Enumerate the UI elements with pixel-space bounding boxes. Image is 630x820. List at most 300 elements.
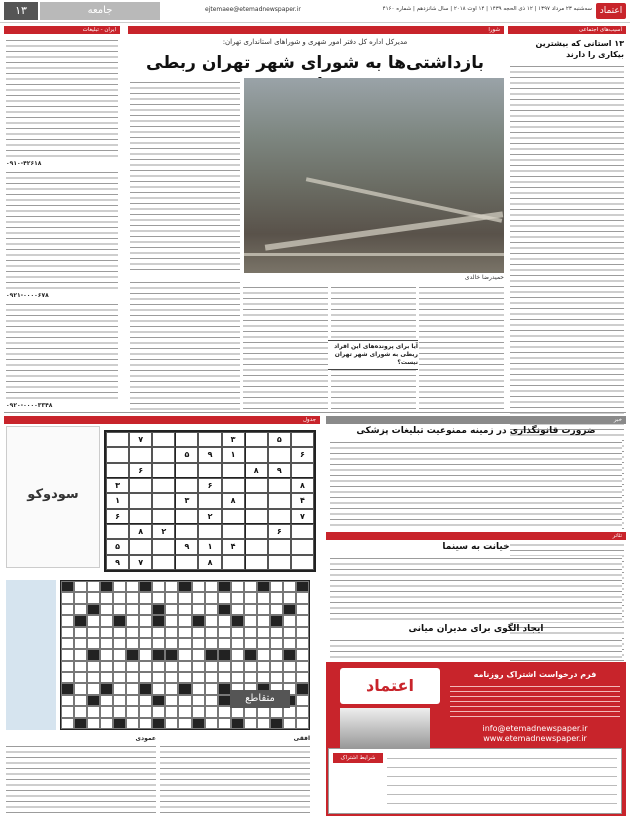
subscription-form: [328, 748, 622, 814]
crossword-cell: [218, 661, 231, 672]
crossword-cell: [231, 615, 244, 626]
crossword-cell: [178, 649, 191, 660]
sudoku-cell: [245, 493, 268, 508]
sudoku-cell: ۶: [291, 447, 314, 462]
crossword-cell: [100, 638, 113, 649]
across-clues-title: افقی: [293, 735, 310, 742]
crossword-cell: [244, 718, 257, 729]
crossword-cell: [244, 592, 257, 603]
crossword-cell: [152, 592, 165, 603]
crossword-cell: [270, 649, 283, 660]
crossword-cell: [100, 683, 113, 694]
sudoku-cell: ۳: [106, 478, 129, 493]
left-column-text-1: [6, 38, 118, 158]
sudoku-cell: ۹: [268, 463, 291, 478]
sudoku-cell: [291, 524, 314, 539]
crossword-cell: [126, 604, 139, 615]
crossword-cell: [296, 604, 309, 615]
crossword-cell: [87, 638, 100, 649]
crossword-cell: [296, 695, 309, 706]
phone-number-2: ۰۹۲۱-۰۰۰۰۶۷۸: [6, 292, 49, 299]
crossword-cell: [192, 672, 205, 683]
crossword-cell: [205, 661, 218, 672]
crossword-cell: [296, 649, 309, 660]
crossword-cell: [205, 604, 218, 615]
sudoku-cell: [245, 555, 268, 570]
right-column-headline: ۱۳ استانی که بیشترین بیکاری را دارند: [535, 39, 624, 59]
crossword-cell: [100, 615, 113, 626]
sudoku-cell: ۳: [175, 493, 198, 508]
crossword-cell: [61, 638, 74, 649]
ad-logo: اعتماد: [340, 668, 440, 704]
crossword-cell: [152, 683, 165, 694]
crossword-cell: [165, 604, 178, 615]
crossword-cell: [87, 695, 100, 706]
sudoku-cell: [198, 524, 221, 539]
crossword-cell: [178, 661, 191, 672]
crossword-cell: [61, 683, 74, 694]
crossword-cell: [113, 627, 126, 638]
sudoku-cell: ۹: [175, 539, 198, 554]
crossword-cell: [113, 672, 126, 683]
crossword-cell: [283, 672, 296, 683]
ad-headline: فرم درخواست اشتراک روزنامه: [473, 670, 597, 679]
sudoku-cell: [152, 447, 175, 462]
crossword-cell: [126, 683, 139, 694]
crossword-cell: [231, 604, 244, 615]
sudoku-cell: [245, 432, 268, 447]
crossword-cell: [218, 683, 231, 694]
crossword-cell: [192, 649, 205, 660]
sudoku-cell: [175, 432, 198, 447]
left-column-text-3: [6, 302, 118, 402]
sudoku-cell: [222, 555, 245, 570]
crossword-cell: [74, 604, 87, 615]
crossword-cell: [192, 581, 205, 592]
sudoku-cell: [268, 447, 291, 462]
crossword-cell: [244, 627, 257, 638]
crossword-cell: [61, 592, 74, 603]
sudoku-cell: [291, 539, 314, 554]
crossword-cell: [192, 627, 205, 638]
sudoku-cell: ۹: [198, 447, 221, 462]
sudoku-cell: ۲: [152, 524, 175, 539]
crossword-cell: [74, 581, 87, 592]
sudoku-cell: ۸: [129, 524, 152, 539]
ad-description: [450, 684, 620, 720]
crossword-cell: [165, 672, 178, 683]
crossword-cell: [205, 706, 218, 717]
sudoku-title-box: [6, 426, 100, 568]
crossword-cell: [61, 718, 74, 729]
crossword-cell: [61, 695, 74, 706]
crossword-cell: [139, 615, 152, 626]
crossword-cell: [113, 649, 126, 660]
crossword-cell: [270, 627, 283, 638]
sudoku-cell: [129, 509, 152, 524]
crossword-cell: [139, 592, 152, 603]
crossword-cell: [270, 615, 283, 626]
crossword-cell: [283, 661, 296, 672]
down-clues-title: عمودی: [135, 735, 156, 742]
crossword-cell: [126, 672, 139, 683]
crossword-cell: [205, 581, 218, 592]
ad-website[interactable]: www.etemadnewspaper.ir: [483, 734, 587, 743]
crossword-cell: [87, 706, 100, 717]
crossword-cell: [126, 581, 139, 592]
crossword-cell: [113, 718, 126, 729]
crossword-cell: [87, 672, 100, 683]
crossword-cell: [231, 638, 244, 649]
crossword-cell: [74, 718, 87, 729]
right-column-tag: آسیب‌های اجتماعی: [508, 26, 626, 34]
news-headline-1: ضرورت قانونگذاری در زمینه ممنوعیت تبلیغات پزشکی: [356, 426, 596, 436]
crossword-cell: [218, 615, 231, 626]
sudoku-cell: [129, 539, 152, 554]
crossword-cell: [61, 615, 74, 626]
sudoku-cell: [152, 555, 175, 570]
left-column-tag: ایران - تبلیغات: [4, 26, 120, 34]
crossword-cell: [296, 718, 309, 729]
main-story-column-5: [130, 280, 240, 410]
crossword-cell: [270, 581, 283, 592]
crossword-cell: [178, 683, 191, 694]
sudoku-cell: [175, 524, 198, 539]
down-clues: [6, 744, 156, 814]
sudoku-cell: [129, 493, 152, 508]
crossword-cell: [178, 627, 191, 638]
crossword-cell: [192, 718, 205, 729]
crossword-cell: [74, 695, 87, 706]
page-number: ۱۳: [4, 2, 38, 20]
crossword-cell: [139, 627, 152, 638]
crossword-cell: [87, 661, 100, 672]
main-story-headline: بازداشتی‌ها به شورای شهر تهران ربطی: [146, 53, 484, 73]
crossword-cell: [296, 683, 309, 694]
crossword-cell: [126, 661, 139, 672]
sudoku-cell: [268, 478, 291, 493]
crossword-cell: [126, 718, 139, 729]
crossword-cell: [100, 627, 113, 638]
crossword-cell: [152, 649, 165, 660]
sudoku-cell: [152, 539, 175, 554]
crossword-cell: [152, 695, 165, 706]
crossword-cell: [100, 695, 113, 706]
crossword-cell: [205, 718, 218, 729]
crossword-cell: [139, 718, 152, 729]
crossword-cell: [152, 661, 165, 672]
sudoku-cell: ۱: [222, 447, 245, 462]
crossword-cell: [152, 604, 165, 615]
crossword-cell: [61, 581, 74, 592]
crossword-cell: [244, 604, 257, 615]
main-story-column-1: [130, 80, 240, 273]
crossword-cell: [283, 638, 296, 649]
sudoku-cell: [152, 432, 175, 447]
crossword-cell: [100, 672, 113, 683]
crossword-cell: [178, 718, 191, 729]
crossword-cell: [218, 604, 231, 615]
crossword-cell: [61, 672, 74, 683]
crossword-cell: [139, 581, 152, 592]
crossword-cell: [283, 627, 296, 638]
sudoku-cell: [245, 524, 268, 539]
sudoku-cell: [291, 432, 314, 447]
crossword-cell: [100, 718, 113, 729]
crossword-cell: [205, 638, 218, 649]
sudoku-cell: ۴: [291, 493, 314, 508]
sudoku-cell: ۶: [268, 524, 291, 539]
crossword-cell: [126, 627, 139, 638]
crossword-cell: [139, 638, 152, 649]
newspaper-logo: اعتماد: [596, 3, 626, 19]
crossword-cell: [296, 672, 309, 683]
crossword-cell: [218, 627, 231, 638]
crossword-cell: [178, 615, 191, 626]
sudoku-cell: [175, 478, 198, 493]
crossword-cell: [74, 627, 87, 638]
crossword-cell: [218, 672, 231, 683]
crossword-cell: [205, 683, 218, 694]
sudoku-cell: [268, 493, 291, 508]
crossword-cell: [100, 706, 113, 717]
sudoku-cell: [245, 447, 268, 462]
crossword-cell: [165, 695, 178, 706]
crossword-cell: [74, 638, 87, 649]
crossword-cell: [100, 604, 113, 615]
sudoku-cell: [129, 447, 152, 462]
crossword-cell: [139, 604, 152, 615]
sudoku-cell: ۲: [198, 509, 221, 524]
sudoku-cell: ۸: [291, 478, 314, 493]
crossword-cell: [218, 695, 231, 706]
news-tag: خبر: [326, 416, 626, 424]
crossword-cell: [74, 649, 87, 660]
form-fields[interactable]: [387, 753, 617, 809]
crossword-cell: [244, 649, 257, 660]
sudoku-cell: [129, 478, 152, 493]
crossword-cell: [126, 615, 139, 626]
crossword-cell: [257, 615, 270, 626]
crossword-cell: [178, 706, 191, 717]
crossword-cell: [139, 683, 152, 694]
crossword-cell: [61, 661, 74, 672]
sudoku-cell: ۵: [175, 447, 198, 462]
sudoku-cell: [175, 555, 198, 570]
crossword-cell: [113, 638, 126, 649]
divider: [4, 412, 626, 413]
crossword-cell: [270, 718, 283, 729]
crossword-title: متقاطع: [230, 690, 290, 708]
crossword-cell: [244, 615, 257, 626]
crossword-cell: [218, 706, 231, 717]
crossword-cell: [296, 661, 309, 672]
crossword-cell: [205, 592, 218, 603]
sudoku-title: سودوکو: [27, 487, 79, 502]
crossword-cell: [178, 672, 191, 683]
sudoku-cell: [245, 478, 268, 493]
crossword-cell: [270, 604, 283, 615]
sudoku-cell: [222, 524, 245, 539]
sudoku-cell: [106, 524, 129, 539]
crossword-cell: [218, 592, 231, 603]
puzzle-tag: جدول: [4, 416, 320, 424]
sudoku-cell: ۶: [106, 509, 129, 524]
dateline: سه‌شنبه ۲۳ مرداد ۱۳۹۷ | ۱۲ ذی الحجه ۱۴۳۹ | ۱۴ اوت ۲۰۱۸ | سال شانزدهم | شماره ۴۱۶۰: [382, 6, 592, 12]
crossword-cell: [126, 695, 139, 706]
crossword-cell: [192, 592, 205, 603]
crossword-cell: [139, 672, 152, 683]
section-email: ejtemaee@etemadnewspaper.ir: [205, 6, 301, 13]
crossword-cell: [244, 581, 257, 592]
crossword-numbers: [6, 580, 56, 730]
crossword-cell: [61, 706, 74, 717]
sudoku-cell: [222, 463, 245, 478]
sudoku-cell: [198, 432, 221, 447]
crossword-cell: [87, 615, 100, 626]
crossword-cell: [113, 683, 126, 694]
crossword-cell: [139, 649, 152, 660]
crossword-cell: [231, 581, 244, 592]
crossword-cell: [192, 615, 205, 626]
crossword-cell: [257, 627, 270, 638]
crossword-cell: [165, 638, 178, 649]
sudoku-cell: [245, 509, 268, 524]
sudoku-cell: ۸: [198, 555, 221, 570]
crossword-cell: [296, 638, 309, 649]
crossword-cell: [270, 638, 283, 649]
crossword-cell: [192, 661, 205, 672]
crossword-cell: [257, 672, 270, 683]
crossword-cell: [165, 615, 178, 626]
sudoku-cell: [245, 539, 268, 554]
sudoku-cell: [268, 555, 291, 570]
crossword-cell: [205, 672, 218, 683]
crossword-cell: [87, 683, 100, 694]
crossword-cell: [100, 581, 113, 592]
crossword-cell: [165, 683, 178, 694]
crossword-cell: [257, 581, 270, 592]
crossword-cell: [61, 649, 74, 660]
ad-newspaper-image: [340, 708, 430, 748]
crossword-cell: [113, 661, 126, 672]
crossword-cell: [244, 661, 257, 672]
crossword-cell: [218, 581, 231, 592]
crossword-cell: [139, 706, 152, 717]
crossword-cell: [74, 706, 87, 717]
sudoku-cell: ۴: [222, 539, 245, 554]
crossword-cell: [152, 718, 165, 729]
crossword-cell: [231, 672, 244, 683]
crossword-cell: [165, 649, 178, 660]
crossword-cell: [152, 581, 165, 592]
crossword-cell: [296, 706, 309, 717]
crossword-cell: [231, 627, 244, 638]
crossword-cell: [296, 592, 309, 603]
crossword-cell: [100, 592, 113, 603]
sudoku-cell: ۳: [222, 432, 245, 447]
crossword-cell: [192, 706, 205, 717]
crossword-cell: [113, 706, 126, 717]
sudoku-cell: ۶: [129, 463, 152, 478]
crossword-cell: [205, 627, 218, 638]
news-headline-3: ایجاد الگوی برای مدیران میانی: [408, 624, 544, 634]
crossword-cell: [283, 649, 296, 660]
phone-number-3: ۰۹۲۰-۰۰۰۰۳۳۴۸: [6, 402, 53, 409]
crossword-cell: [270, 672, 283, 683]
crossword-cell: [296, 627, 309, 638]
crossword-cell: [257, 649, 270, 660]
sudoku-cell: ۷: [129, 432, 152, 447]
sudoku-cell: ۸: [222, 493, 245, 508]
crossword-cell: [283, 604, 296, 615]
crossword-cell: [270, 661, 283, 672]
crossword-cell: [74, 592, 87, 603]
crossword-cell: [192, 695, 205, 706]
main-story-photo: [244, 78, 504, 273]
crossword-cell: [113, 581, 126, 592]
crossword-cell: [152, 638, 165, 649]
crossword-cell: [152, 706, 165, 717]
crossword-cell: [126, 592, 139, 603]
crossword-cell: [296, 581, 309, 592]
crossword-cell: [165, 627, 178, 638]
crossword-cell: [257, 718, 270, 729]
crossword-cell: [87, 581, 100, 592]
crossword-cell: [192, 683, 205, 694]
sudoku-cell: [152, 493, 175, 508]
crossword-cell: [283, 718, 296, 729]
main-story-kicker: مدیرکل اداره کل دفتر امور شهری و شوراهای استانداری تهران:: [222, 38, 408, 46]
crossword-cell: [257, 661, 270, 672]
news-tag-2: تئاتر: [326, 532, 626, 540]
phone-number-1: ۰۹۱۰-۴۲۶۱۸: [6, 160, 42, 167]
crossword-cell: [113, 604, 126, 615]
sudoku-cell: [152, 463, 175, 478]
crossword-cell: [231, 661, 244, 672]
across-clues: [160, 744, 310, 814]
crossword-cell: [178, 592, 191, 603]
crossword-cell: [165, 718, 178, 729]
photo-byline: حمیدرضا خالدی: [464, 274, 504, 281]
subscribe-label: شرایط اشتراک: [333, 753, 383, 763]
sudoku-cell: [222, 509, 245, 524]
crossword-cell: [165, 706, 178, 717]
crossword-cell: [192, 638, 205, 649]
crossword-cell: [139, 661, 152, 672]
news-text-1: [330, 440, 622, 530]
main-story-column-4: [243, 285, 328, 410]
sudoku-cell: ۷: [129, 555, 152, 570]
sudoku-cell: ۶: [198, 478, 221, 493]
crossword-cell: [283, 581, 296, 592]
crossword-cell: [165, 581, 178, 592]
crossword-cell: [178, 638, 191, 649]
crossword-cell: [218, 649, 231, 660]
news-text-3: [330, 638, 622, 660]
sudoku-cell: ۵: [268, 432, 291, 447]
crossword-cell: [113, 592, 126, 603]
crossword-cell: [87, 604, 100, 615]
crossword-cell: [152, 627, 165, 638]
crossword-cell: [87, 718, 100, 729]
sudoku-cell: [175, 509, 198, 524]
crossword-cell: [113, 615, 126, 626]
crossword-cell: [257, 592, 270, 603]
main-story-column-2: [419, 285, 504, 410]
ad-email[interactable]: info@etemadnewspaper.ir: [482, 724, 588, 733]
crossword-cell: [74, 661, 87, 672]
